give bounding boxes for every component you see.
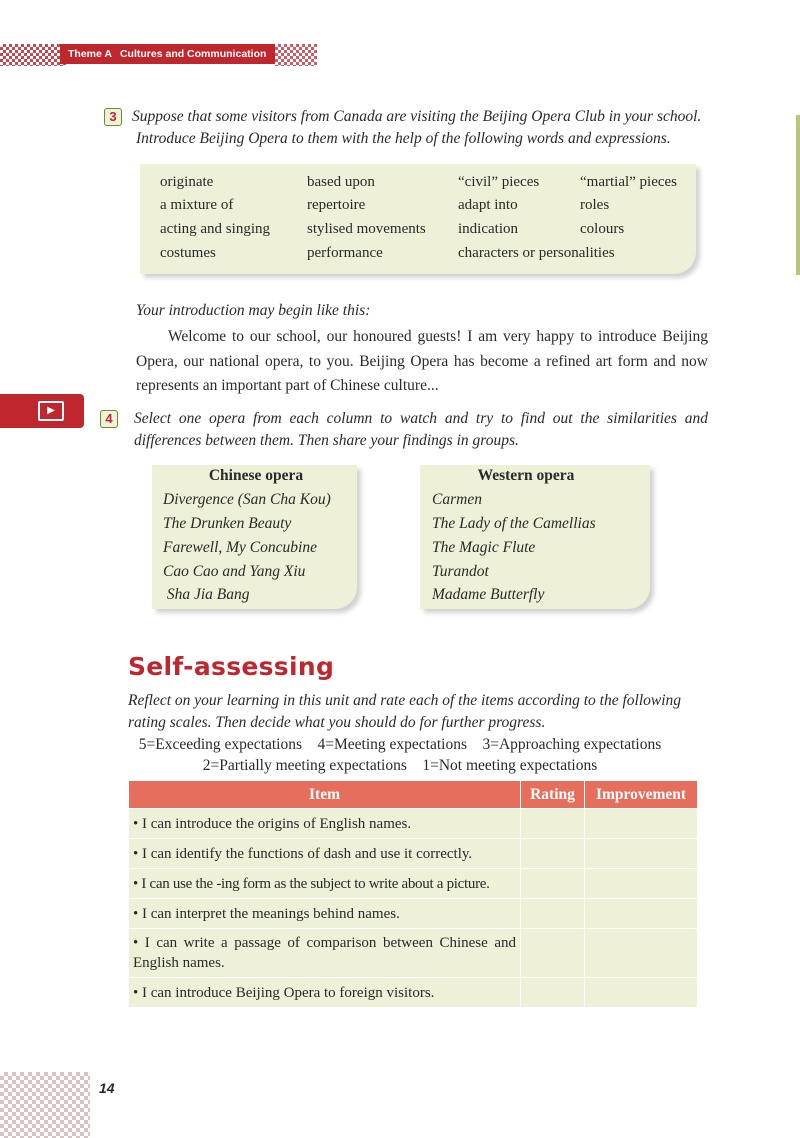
word-cell: acting and singing [160,221,270,237]
task-number-3: 3 [104,108,122,126]
word-cell: repertoire [307,197,366,213]
column-header-improvement: Improvement [585,781,698,809]
table-cell-item: • I can introduce Beijing Opera to foreign visitors. [129,978,521,1008]
page-number: 14 [99,1080,115,1096]
table-cell-rating[interactable] [521,929,585,978]
table-cell-item: • I can write a passage of comparison between Chinese and English names. [129,929,521,978]
word-cell: costumes [160,245,216,261]
chinese-opera-heading: Chinese opera [208,467,304,484]
table-row [129,978,698,1008]
western-opera-item: Madame Butterfly [432,586,545,603]
word-cell: characters or personalities [458,245,615,261]
table-cell-rating[interactable] [521,839,585,869]
word-cell: based upon [307,174,375,190]
word-cell: colours [580,221,625,237]
word-cell: roles [580,197,610,213]
rating-scale-line1: 5=Exceeding expectations 4=Meeting expectations 3=Approaching expectations [138,736,662,753]
header-pattern-right [275,44,317,66]
chinese-opera-item: Divergence (San Cha Kou) [163,491,331,508]
table-cell-rating[interactable] [521,869,585,899]
chinese-opera-item: The Drunken Beauty [163,515,292,532]
table-row [129,899,698,929]
task-number-4: 4 [100,410,118,428]
rating-scale-line2: 2=Partially meeting expectations 1=Not meeting expectations [202,757,598,774]
word-cell: a mixture of [160,197,234,213]
self-assessment-table [128,780,698,1008]
table-cell-improvement[interactable] [585,978,698,1008]
word-cell: indication [458,221,518,237]
header-theme: Theme A [68,48,112,60]
sample-intro-paragraph [136,325,708,399]
page-edge-tab [796,115,800,275]
chinese-opera-box [152,465,357,609]
task3-instruction-line2: Introduce Beijing Opera to them with the help of the following words and expressions. [136,130,671,147]
table-cell-rating[interactable] [521,899,585,929]
western-opera-item: Turandot [432,563,489,580]
header-bar [60,44,275,64]
table-cell-rating[interactable] [521,809,585,839]
western-opera-box [420,465,650,609]
table-row [129,809,698,839]
sample-intro-text: Welcome to our school, our honoured guests! I am very happy to introduce Beijing Opera, our national opera, to you. Beijing Opera has become a refined art form and now represents an important part of Chinese culture... [136,328,708,394]
chinese-opera-item: Farewell, My Concubine [163,539,317,556]
task4-instruction-line1: Select one opera from each column to watch and try to find out the similarities and [134,410,708,427]
header-title: Cultures and Communication [119,48,267,60]
chinese-opera-item: Sha Jia Bang [163,586,250,603]
task3-instruction-line1: Suppose that some visitors from Canada are visiting the Beijing Opera Club in your school. [132,108,702,125]
table-cell-improvement[interactable] [585,929,698,978]
column-header-item: Item [129,781,521,809]
table-cell-improvement[interactable] [585,839,698,869]
word-cell: “civil” pieces [458,174,540,190]
western-opera-heading: Western opera [477,467,575,484]
word-box [140,164,696,274]
intro-begin-label: Your introduction may begin like this: [136,302,371,319]
table-row [129,839,698,869]
western-opera-item: The Lady of the Camellias [432,515,596,532]
self-assessing-title: Self-assessing [128,652,335,681]
word-cell: “martial” pieces [580,174,678,190]
word-cell: adapt into [458,197,518,213]
chinese-opera-item: Cao Cao and Yang Xiu [163,563,306,580]
table-cell-improvement[interactable] [585,869,698,899]
western-opera-item: The Magic Flute [432,539,536,556]
task4-instruction-line2: differences between them. Then share your findings in groups. [134,432,519,449]
footer-pattern [0,1072,90,1138]
column-header-rating: Rating [521,781,585,809]
western-opera-item: Carmen [432,491,482,508]
table-cell-item: • I can introduce the origins of English names. [129,809,521,839]
video-icon: ▶ [38,401,64,421]
table-row [129,869,698,899]
word-cell: performance [307,245,383,261]
table-cell-improvement[interactable] [585,899,698,929]
table-cell-improvement[interactable] [585,809,698,839]
word-cell: stylised movements [307,221,426,237]
table-row [129,929,698,978]
table-cell-item: • I can interpret the meanings behind names. [129,899,521,929]
table-cell-item: • I can use the -ing form as the subject to write about a picture. [129,869,521,899]
header-pattern-left [0,44,66,66]
table-cell-item: • I can identify the functions of dash and use it correctly. [129,839,521,869]
word-cell: originate [160,174,214,190]
self-assessing-description: Reflect on your learning in this unit and rate each of the items according to the following rating scales. Then decide what you should do for further progress. [128,692,682,731]
table-cell-rating[interactable] [521,978,585,1008]
